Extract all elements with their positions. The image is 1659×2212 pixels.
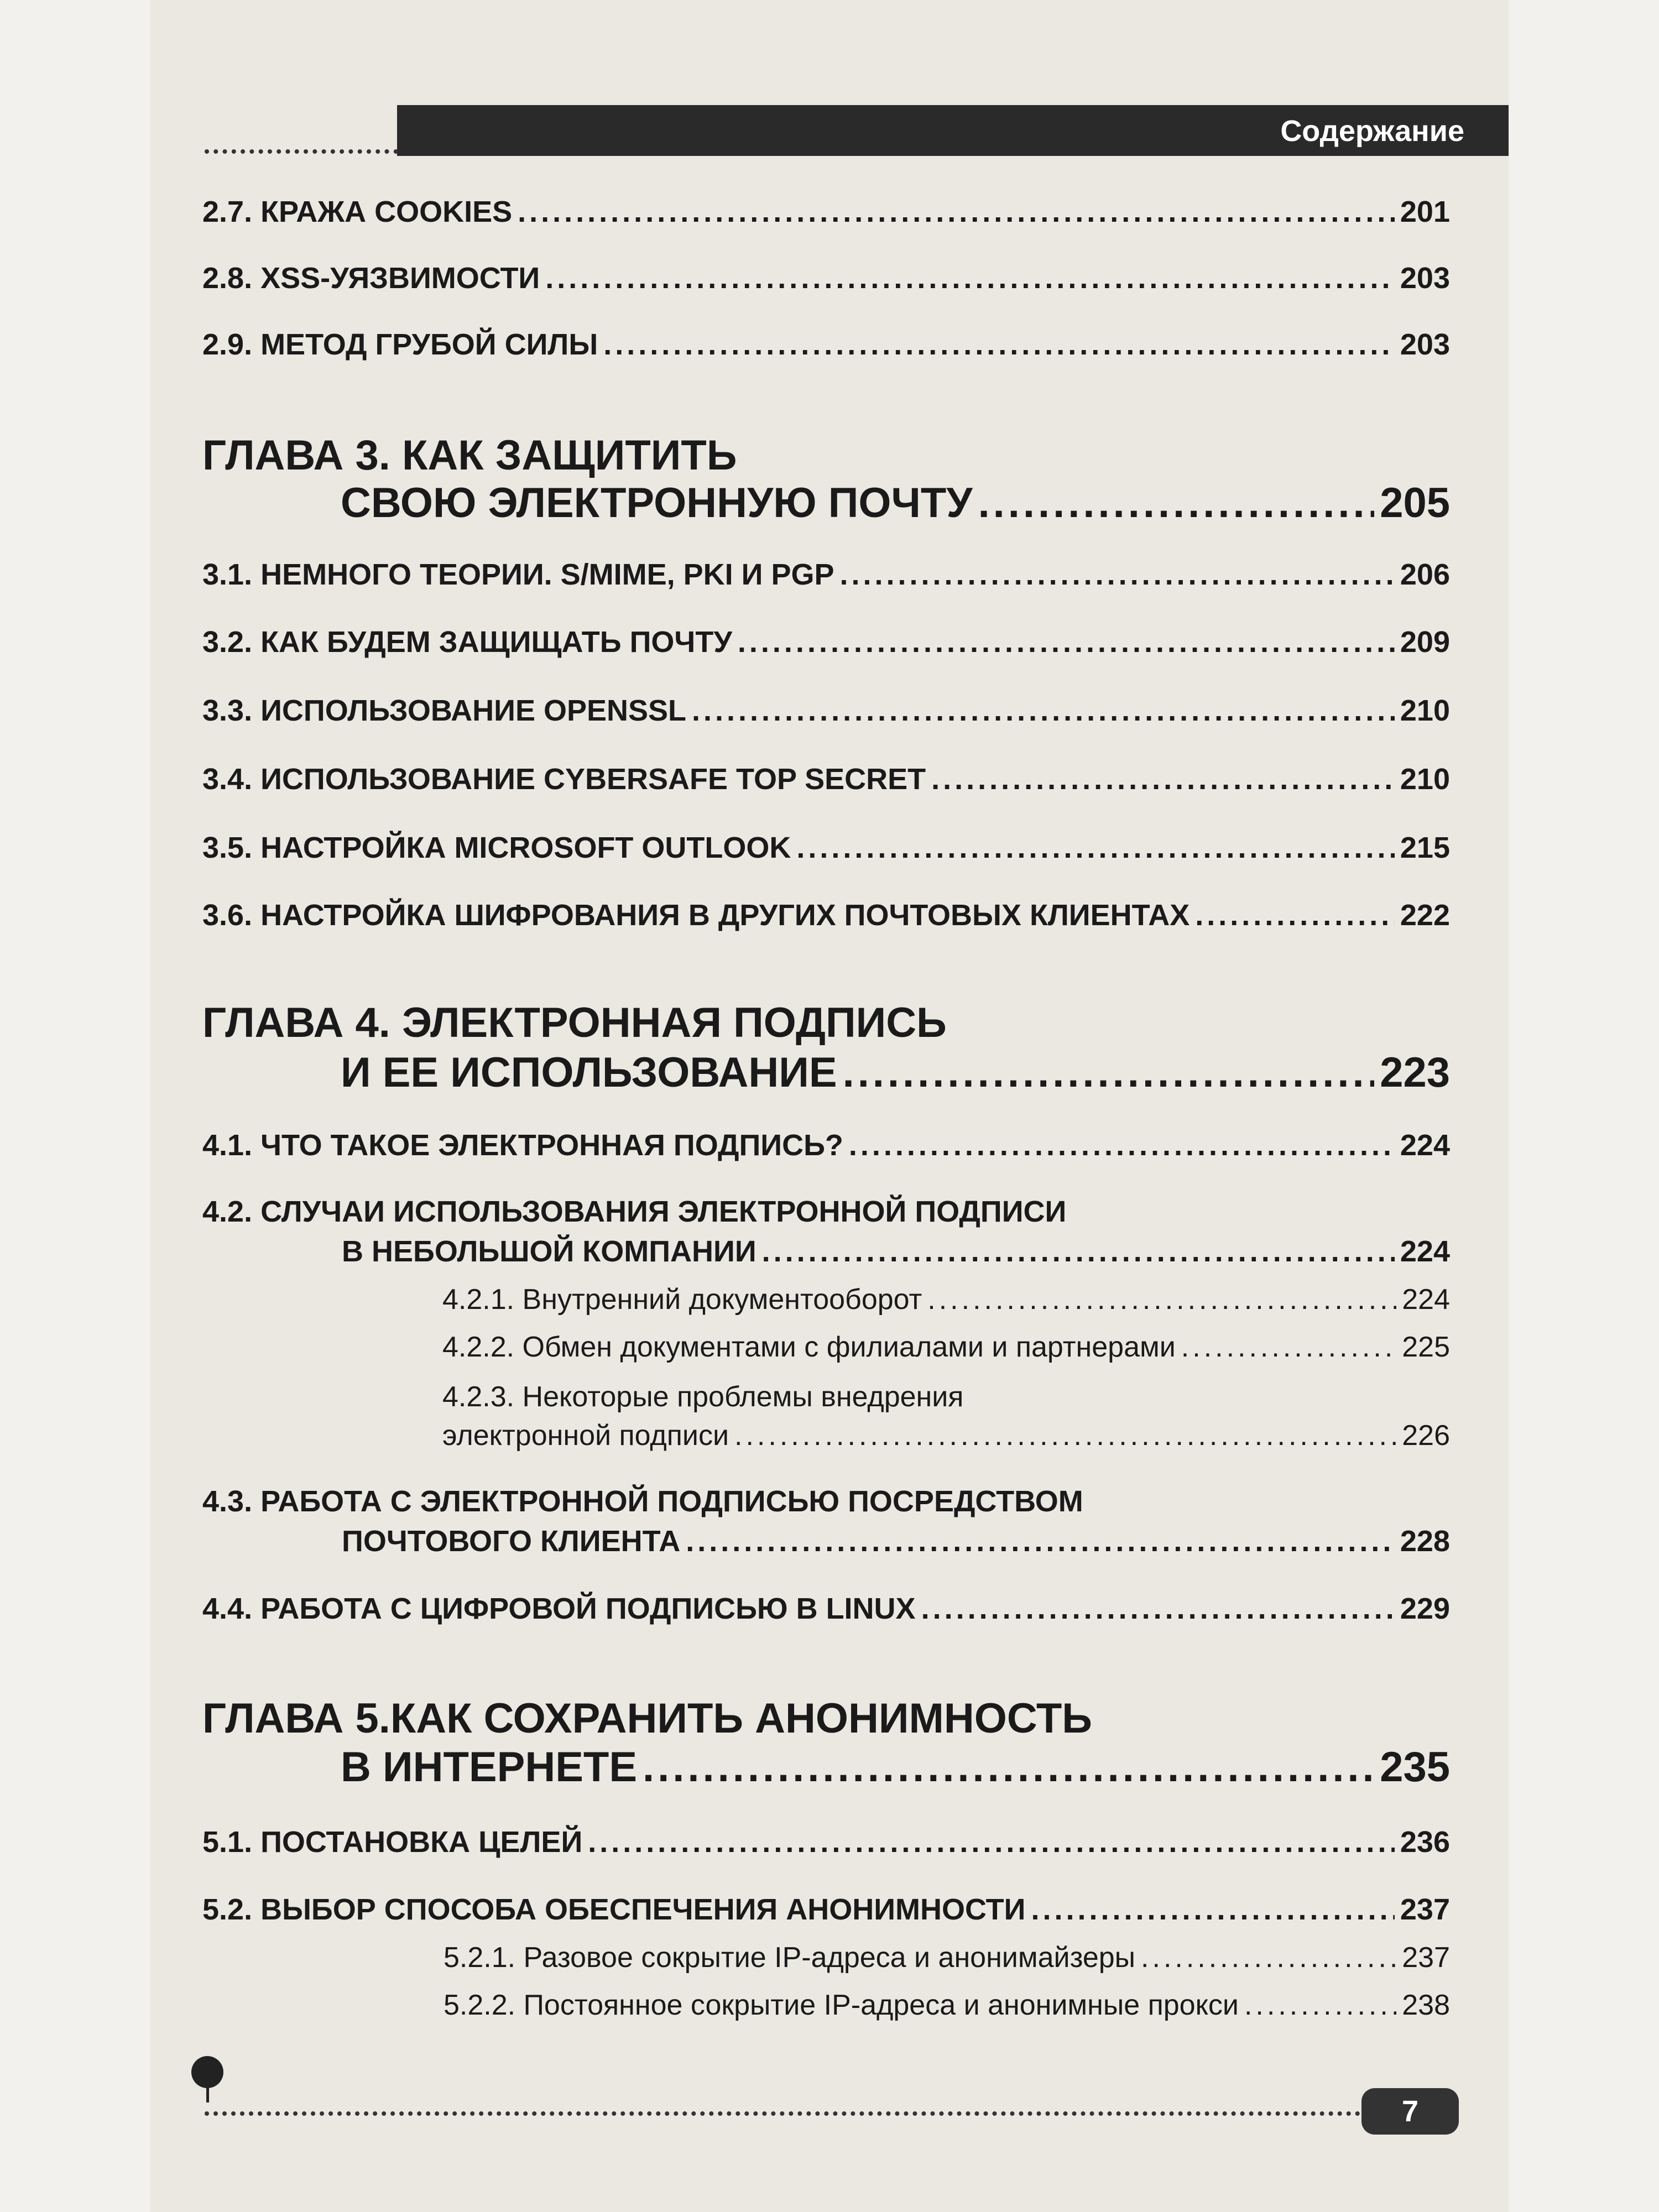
header-dotted-rule — [205, 149, 398, 154]
toc-entry-4-3-line2[interactable]: ПОЧТОВОГО КЛИЕНТА ..... 228 — [342, 1524, 1450, 1558]
toc-entry-3-2[interactable]: 3.2. КАК БУДЕМ ЗАЩИЩАТЬ ПОЧТУ ..... 209 — [202, 625, 1450, 659]
toc-entry-5-2-2[interactable]: 5.2.2. Постоянное сокрытие IP-адреса и анонимные прокси ..... 238 — [444, 1989, 1450, 2022]
chapter-5-title[interactable]: ГЛАВА 5.КАК СОХРАНИТЬ АНОНИМНОСТЬ — [202, 1695, 1092, 1742]
chapter-5-title-line2[interactable]: В ИНТЕРНЕТЕ ..... 235 — [341, 1743, 1450, 1791]
section-title: Содержание — [1280, 114, 1464, 148]
toc-entry-4-2[interactable]: 4.2. СЛУЧАИ ИСПОЛЬЗОВАНИЯ ЭЛЕКТРОННОЙ ПОДПИСИ — [202, 1195, 1067, 1228]
page-number: 7 — [1401, 2095, 1419, 2128]
page-number-badge — [1361, 2088, 1459, 2135]
toc-entry-3-4[interactable]: 3.4. ИСПОЛЬЗОВАНИЕ CYBERSAFE TOP SECRET ..... 210 — [202, 762, 1450, 796]
chapter-4-title-line2[interactable]: И ЕЕ ИСПОЛЬЗОВАНИЕ ..... 223 — [341, 1048, 1450, 1097]
footer-dotted-rule — [205, 2111, 1360, 2116]
toc-entry-4-1[interactable]: 4.1. ЧТО ТАКОЕ ЭЛЕКТРОННАЯ ПОДПИСЬ? ..... 224 — [202, 1128, 1450, 1162]
toc-entry-4-2-3-line2[interactable]: электронной подписи ..... 226 — [442, 1419, 1450, 1452]
toc-entry-4-2-line2[interactable]: В НЕБОЛЬШОЙ КОМПАНИИ ..... 224 — [342, 1234, 1450, 1269]
chapter-3-title[interactable]: ГЛАВА 3. КАК ЗАЩИТИТЬ — [202, 432, 737, 479]
toc-entry-4-4[interactable]: 4.4. РАБОТА С ЦИФРОВОЙ ПОДПИСЬЮ В LINUX ..... 229 — [202, 1592, 1450, 1626]
toc-entry-2-8[interactable]: 2.8. XSS-УЯЗВИМОСТИ ..... 203 — [202, 261, 1450, 295]
toc-entry-5-2-1[interactable]: 5.2.1. Разовое сокрытие IP-адреса и анонимайзеры ..... 237 — [444, 1941, 1450, 1974]
toc-entry-4-2-1[interactable]: 4.2.1. Внутренний документооборот ..... 224 — [442, 1283, 1450, 1316]
toc-entry-2-9[interactable]: 2.9. МЕТОД ГРУБОЙ СИЛЫ ..... 203 — [202, 327, 1450, 362]
toc-entry-3-5[interactable]: 3.5. НАСТРОЙКА MICROSOFT OUTLOOK ..... 215 — [202, 831, 1450, 865]
chapter-4-title[interactable]: ГЛАВА 4. ЭЛЕКТРОННАЯ ПОДПИСЬ — [202, 999, 947, 1046]
section-header-bar — [397, 105, 1509, 156]
toc-entry-3-6[interactable]: 3.6. НАСТРОЙКА ШИФРОВАНИЯ В ДРУГИХ ПОЧТОВЫХ КЛИЕНТАХ ..... 222 — [202, 898, 1450, 932]
chapter-3-title-line2[interactable]: СВОЮ ЭЛЕКТРОННУЮ ПОЧТУ ..... 205 — [341, 479, 1450, 527]
toc-entry-4-2-3[interactable]: 4.2.3. Некоторые проблемы внедрения — [442, 1381, 964, 1413]
toc-entry-4-2-2[interactable]: 4.2.2. Обмен документами с филиалами и партнерами ..... 225 — [442, 1331, 1450, 1364]
toc-entry-3-1[interactable]: 3.1. НЕМНОГО ТЕОРИИ. S/MIME, PKI И PGP ..... 206 — [202, 557, 1450, 592]
toc-entry-4-3[interactable]: 4.3. РАБОТА С ЭЛЕКТРОННОЙ ПОДПИСЬЮ ПОСРЕДСТВОМ — [202, 1485, 1083, 1518]
toc-entry-2-7[interactable]: 2.7. КРАЖА COOKIES ..... 201 — [202, 195, 1450, 229]
toc-entry-5-2[interactable]: 5.2. ВЫБОР СПОСОБА ОБЕСПЕЧЕНИЯ АНОНИМНОСТИ ..... 237 — [202, 1892, 1450, 1927]
toc-entry-5-1[interactable]: 5.1. ПОСТАНОВКА ЦЕЛЕЙ ..... 236 — [202, 1825, 1450, 1859]
toc-entry-3-3[interactable]: 3.3. ИСПОЛЬЗОВАНИЕ OPENSSL ..... 210 — [202, 693, 1450, 728]
footer-bullet-marker — [191, 2056, 223, 2088]
